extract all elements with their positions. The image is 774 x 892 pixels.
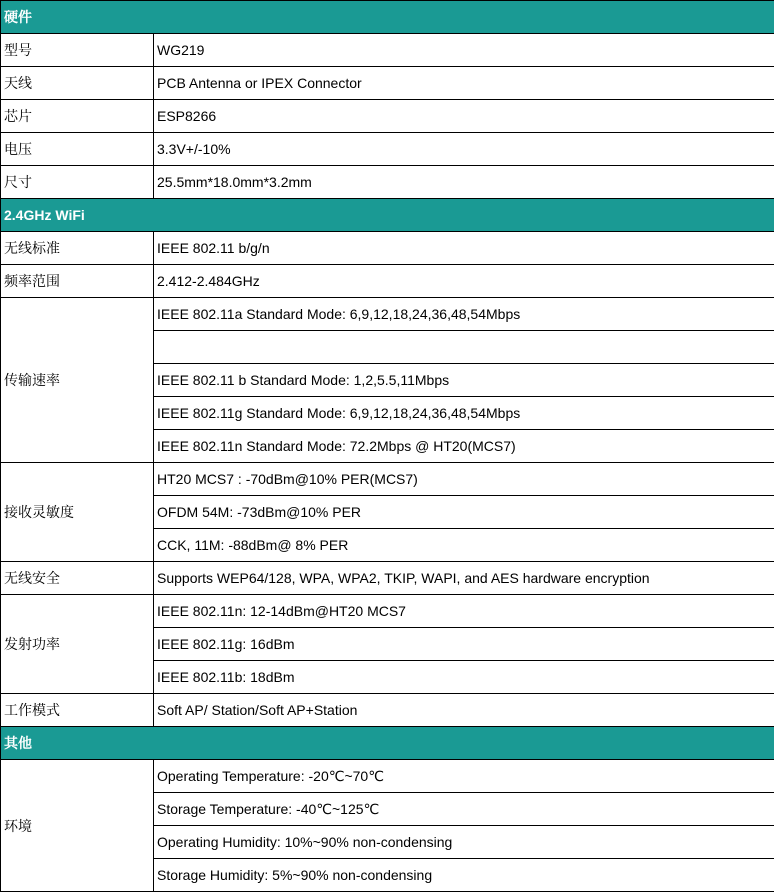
row-value: HT20 MCS7 : -70dBm@10% PER(MCS7): [154, 463, 774, 496]
table-row: [1, 34, 774, 67]
row-label: 工作模式: [1, 694, 154, 727]
row-label: 频率范围: [1, 265, 154, 298]
row-value: Soft AP/ Station/Soft AP+Station: [154, 694, 774, 727]
row-value: CCK, 11M: -88dBm@ 8% PER: [154, 529, 774, 562]
row-value: Operating Temperature: -20℃~70℃: [154, 760, 774, 793]
table-row: [1, 298, 774, 331]
row-value: IEEE 802.11g: 16dBm: [154, 628, 774, 661]
section-header-row: [1, 199, 774, 232]
row-value: 25.5mm*18.0mm*3.2mm: [154, 166, 774, 199]
row-value: IEEE 802.11b: 18dBm: [154, 661, 774, 694]
row-label: 型号: [1, 34, 154, 67]
row-label: 无线安全: [1, 562, 154, 595]
section-title: 其他: [1, 727, 774, 760]
row-value: IEEE 802.11a Standard Mode: 6,9,12,18,24,36,48,54Mbps: [154, 298, 774, 331]
row-value: Operating Humidity: 10%~90% non-condensing: [154, 826, 774, 859]
row-value: OFDM 54M: -73dBm@10% PER: [154, 496, 774, 529]
table-row: [1, 133, 774, 166]
table-row: [1, 694, 774, 727]
row-value: Supports WEP64/128, WPA, WPA2, TKIP, WAPI, and AES hardware encryption: [154, 562, 774, 595]
section-header-row: [1, 1, 774, 34]
row-value: Storage Humidity: 5%~90% non-condensing: [154, 859, 774, 892]
table-row: [1, 232, 774, 265]
row-label: 接收灵敏度: [1, 463, 154, 562]
row-value: 2.412-2.484GHz: [154, 265, 774, 298]
table-row: [1, 166, 774, 199]
row-value: IEEE 802.11 b/g/n: [154, 232, 774, 265]
row-label: 电压: [1, 133, 154, 166]
row-value: IEEE 802.11n: 12-14dBm@HT20 MCS7: [154, 595, 774, 628]
row-value: PCB Antenna or IPEX Connector: [154, 67, 774, 100]
row-label: 无线标准: [1, 232, 154, 265]
row-value: IEEE 802.11 b Standard Mode: 1,2,5.5,11Mbps: [154, 364, 774, 397]
table-row: [1, 67, 774, 100]
row-label: 发射功率: [1, 595, 154, 694]
row-value: IEEE 802.11n Standard Mode: 72.2Mbps @ HT20(MCS7): [154, 430, 774, 463]
table-row: [1, 595, 774, 628]
section-header-row: [1, 727, 774, 760]
row-label: 传输速率: [1, 298, 154, 463]
row-value: [154, 331, 774, 364]
row-label: 环境: [1, 760, 154, 892]
table-row: [1, 760, 774, 793]
row-label: 天线: [1, 67, 154, 100]
row-value: ESP8266: [154, 100, 774, 133]
row-value: IEEE 802.11g Standard Mode: 6,9,12,18,24,36,48,54Mbps: [154, 397, 774, 430]
row-label: 尺寸: [1, 166, 154, 199]
table-row: [1, 265, 774, 298]
row-value: 3.3V+/-10%: [154, 133, 774, 166]
row-label: 芯片: [1, 100, 154, 133]
table-row: [1, 562, 774, 595]
spec-table-body: [1, 1, 774, 892]
section-title: 2.4GHz WiFi: [1, 199, 774, 232]
section-title: 硬件: [1, 1, 774, 34]
table-row: [1, 463, 774, 496]
row-value: WG219: [154, 34, 774, 67]
table-row: [1, 100, 774, 133]
row-value: Storage Temperature: -40℃~125℃: [154, 793, 774, 826]
